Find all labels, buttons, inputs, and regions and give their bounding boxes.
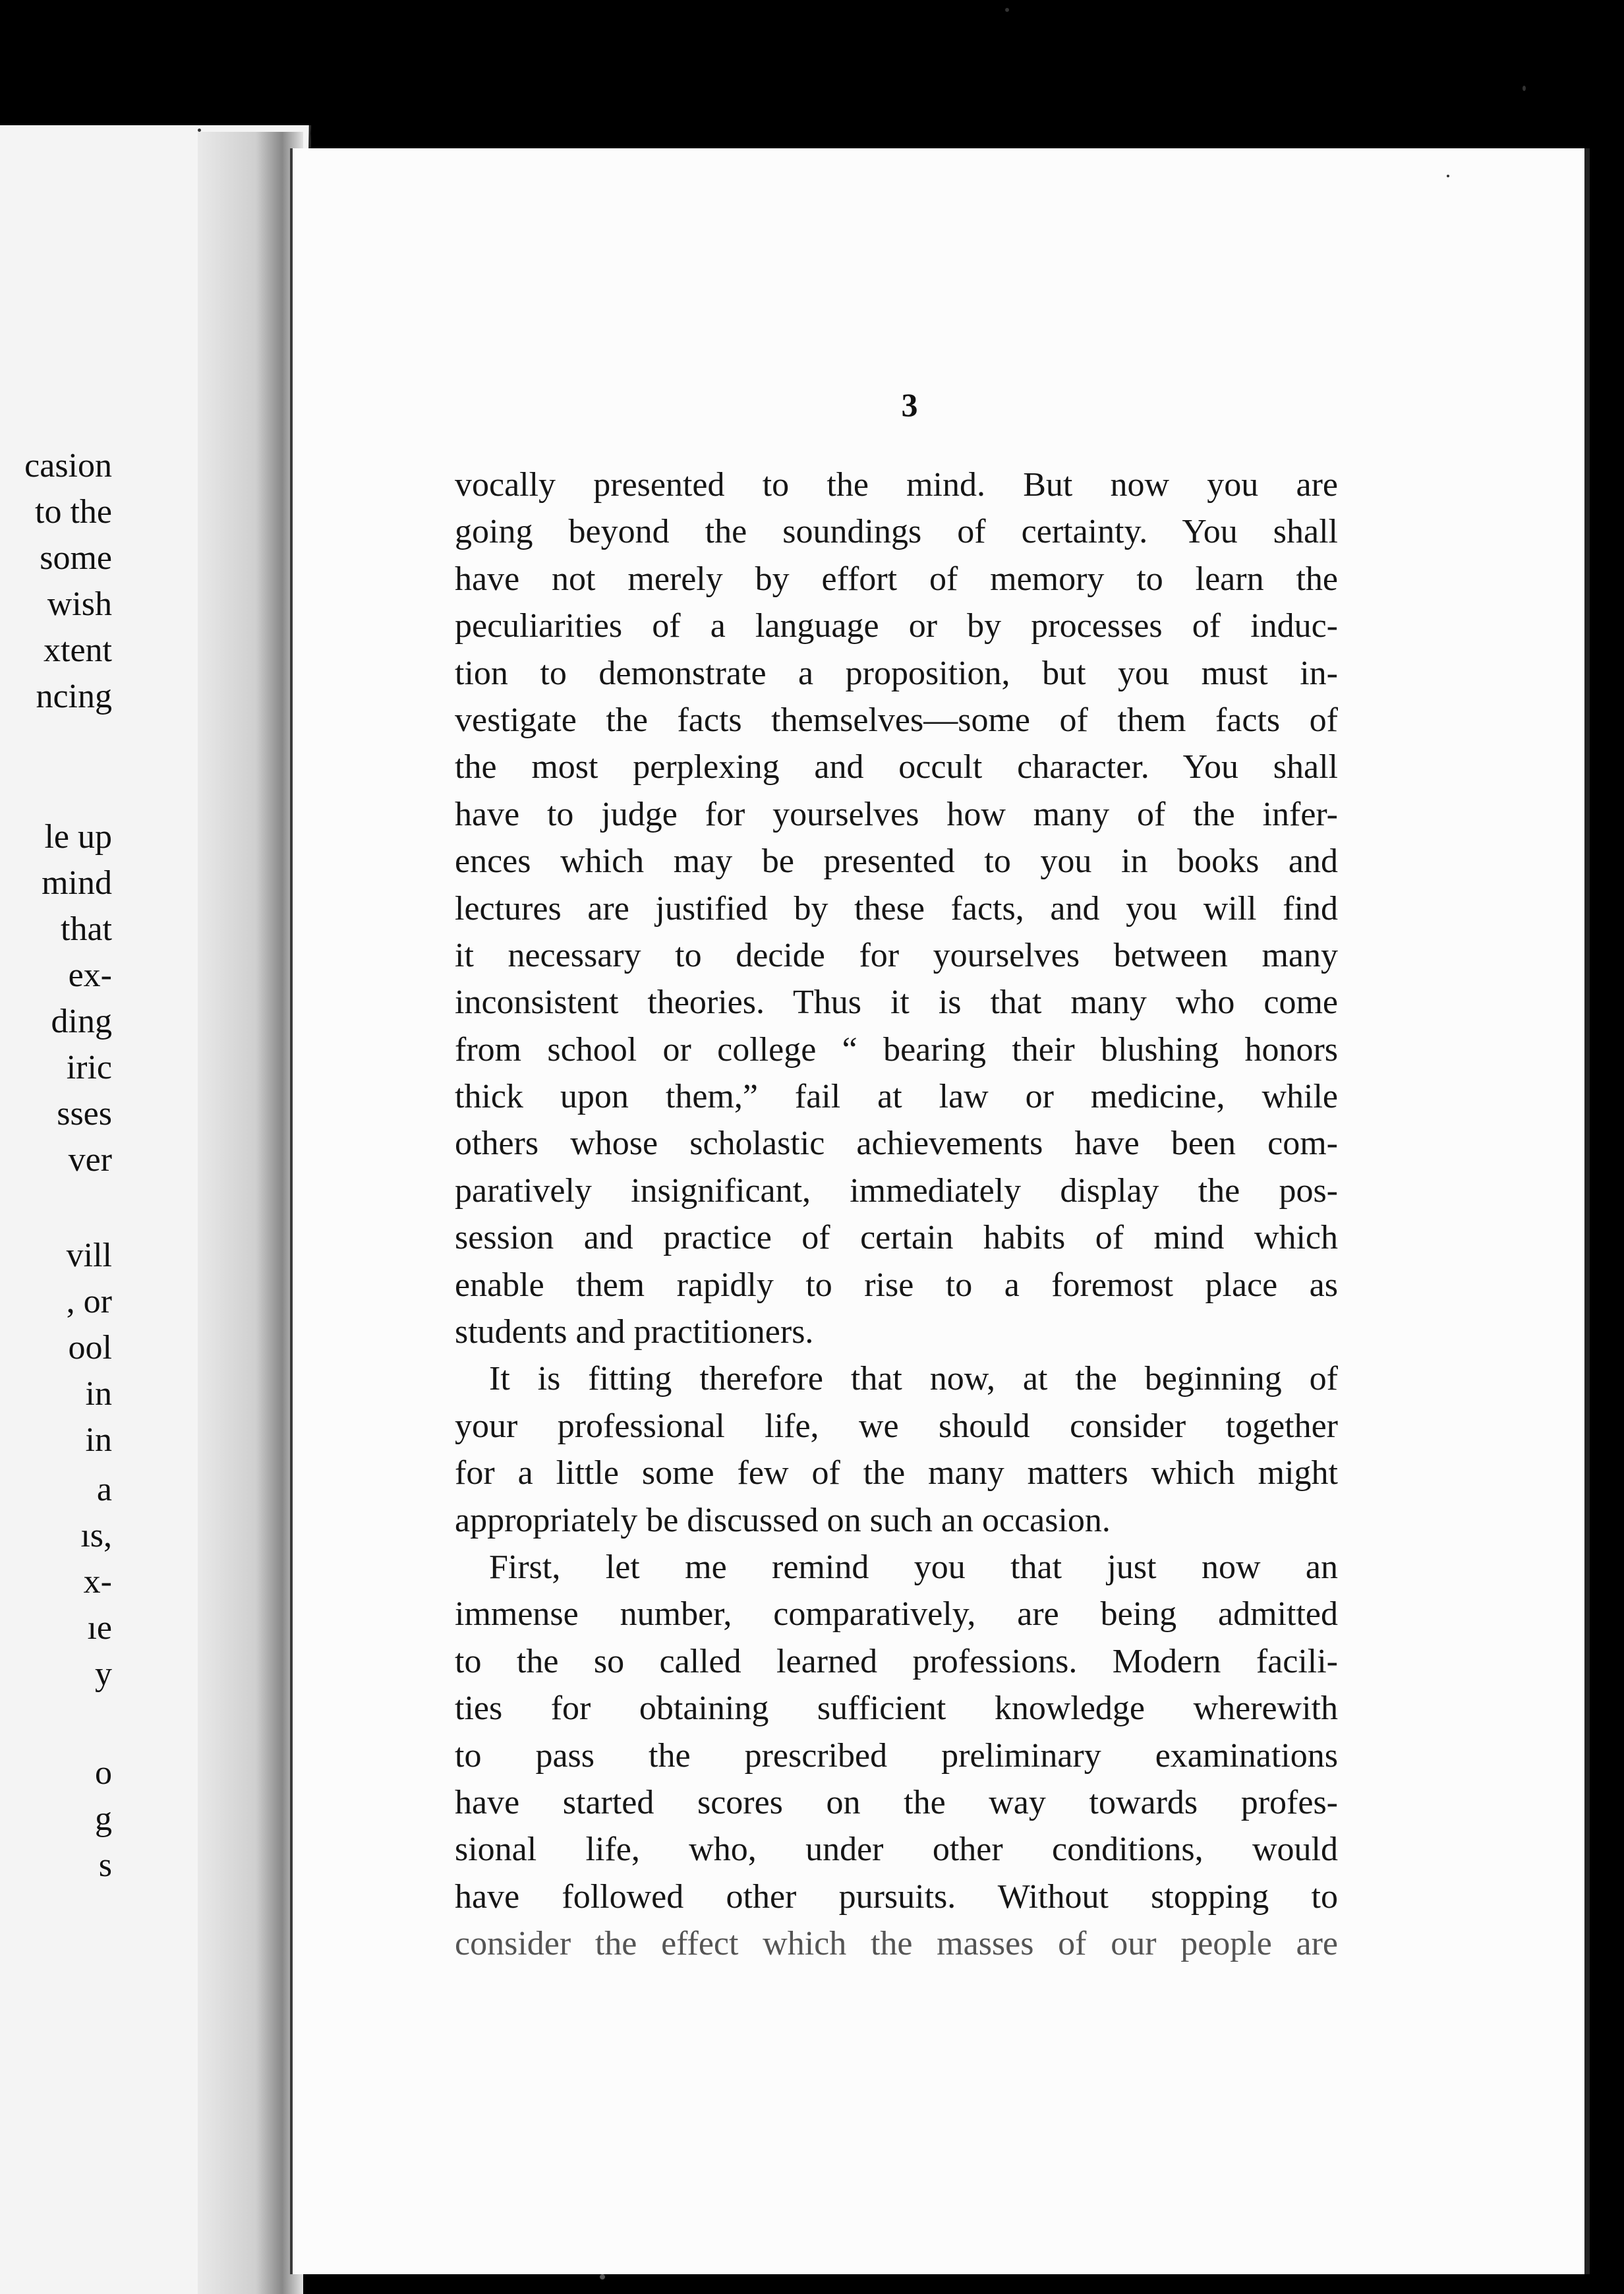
text-line: have not merely by effort of memory to learn the — [455, 560, 1338, 598]
scan-speck — [1522, 86, 1526, 91]
left-fragment: ex- — [68, 956, 112, 994]
left-fragment: ding — [51, 1003, 112, 1040]
page-number: 3 — [901, 386, 918, 423]
left-fragment: y — [95, 1655, 112, 1693]
left-fragment: ncing — [36, 678, 112, 715]
scan-speck — [600, 2274, 605, 2279]
left-fragment: o — [95, 1754, 112, 1792]
text-line: your professional life, we should consider together — [455, 1407, 1338, 1445]
left-fragment: ver — [68, 1141, 112, 1179]
text-line: to the so called learned professions. Modern facili- — [455, 1642, 1338, 1680]
body-text — [455, 461, 1338, 1968]
book-gutter-shadow — [198, 132, 303, 2294]
text-line: It is fitting therefore that now, at the beginning of — [489, 1360, 1338, 1398]
text-line: peculiarities of a language or by processes of induc- — [455, 607, 1338, 645]
text-line: paratively insignificant, immediately display the pos- — [455, 1171, 1338, 1210]
left-fragment: to the — [35, 493, 112, 531]
text-line: sional life, who, under other conditions, would — [455, 1831, 1338, 1869]
left-fragment: in — [85, 1375, 112, 1413]
text-line: enable them rapidly to rise to a foremost place as — [455, 1266, 1338, 1304]
left-fragment: wish — [47, 585, 112, 623]
left-fragment: x- — [83, 1563, 112, 1601]
text-line: vestigate the facts themselves—some of them facts of — [455, 701, 1338, 739]
text-line: have started scores on the way towards profes- — [455, 1783, 1338, 1821]
text-line: ties for obtaining sufficient knowledge wherewith — [455, 1690, 1338, 1728]
left-page-text-fragments — [0, 0, 112, 2241]
left-fragment: vill — [66, 1237, 112, 1274]
left-fragment: le up — [44, 818, 112, 856]
text-line: the most perplexing and occult character. You shall — [455, 748, 1338, 786]
left-fragment: mind — [42, 864, 112, 902]
text-line: have to judge for yourselves how many of the infer- — [455, 795, 1338, 833]
text-line: session and practice of certain habits of mind which — [455, 1219, 1338, 1257]
text-line: thick upon them,” fail at law or medicine, while — [455, 1078, 1338, 1116]
left-fragment: ıe — [87, 1609, 112, 1647]
text-line: to pass the prescribed preliminary examinations — [455, 1736, 1338, 1775]
left-fragment: ıs, — [80, 1517, 112, 1554]
left-fragment: sses — [57, 1095, 112, 1132]
left-fragment: some — [40, 539, 112, 577]
text-line: consider the effect which the masses of our people are — [455, 1925, 1338, 1963]
text-line: going beyond the soundings of certainty. You shall — [455, 513, 1338, 551]
text-line: have followed other pursuits. Without stopping to — [455, 1877, 1338, 1916]
text-line: vocally presented to the mind. But now you are — [455, 466, 1338, 504]
text-line: lectures are justified by these facts, and you will find — [455, 889, 1338, 927]
text-line: others whose scholastic achievements have been com- — [455, 1125, 1338, 1163]
left-fragment: casion — [24, 447, 112, 485]
text-line: First, let me remind you that just now an — [489, 1548, 1338, 1586]
left-fragment: ool — [68, 1329, 112, 1367]
scan-speck — [198, 129, 201, 132]
text-line: for a little some few of the many matters which might — [455, 1454, 1338, 1492]
left-fragment: g — [95, 1800, 112, 1838]
left-fragment: a — [96, 1471, 112, 1508]
text-line: students and practitioners. — [455, 1313, 814, 1351]
text-line: immense number, comparatively, are being admitted — [455, 1595, 1338, 1633]
scan-speck — [1005, 8, 1009, 12]
text-line: ences which may be presented to you in books and — [455, 842, 1338, 881]
left-fragment: s — [98, 1846, 112, 1884]
text-line: it necessary to decide for yourselves between many — [455, 936, 1338, 974]
left-fragment: that — [61, 910, 112, 948]
left-fragment: , or — [66, 1283, 112, 1320]
text-line: from school or college “ bearing their blushing honors — [455, 1030, 1338, 1069]
left-fragment: iric — [66, 1049, 112, 1086]
left-fragment: xtent — [44, 632, 112, 669]
text-line: appropriately be discussed on such an occasion. — [455, 1501, 1111, 1539]
scan-speck — [1447, 175, 1449, 177]
text-line: tion to demonstrate a proposition, but you must in- — [455, 654, 1338, 692]
text-line: inconsistent theories. Thus it is that many who come — [455, 984, 1338, 1022]
left-fragment: in — [85, 1421, 112, 1459]
